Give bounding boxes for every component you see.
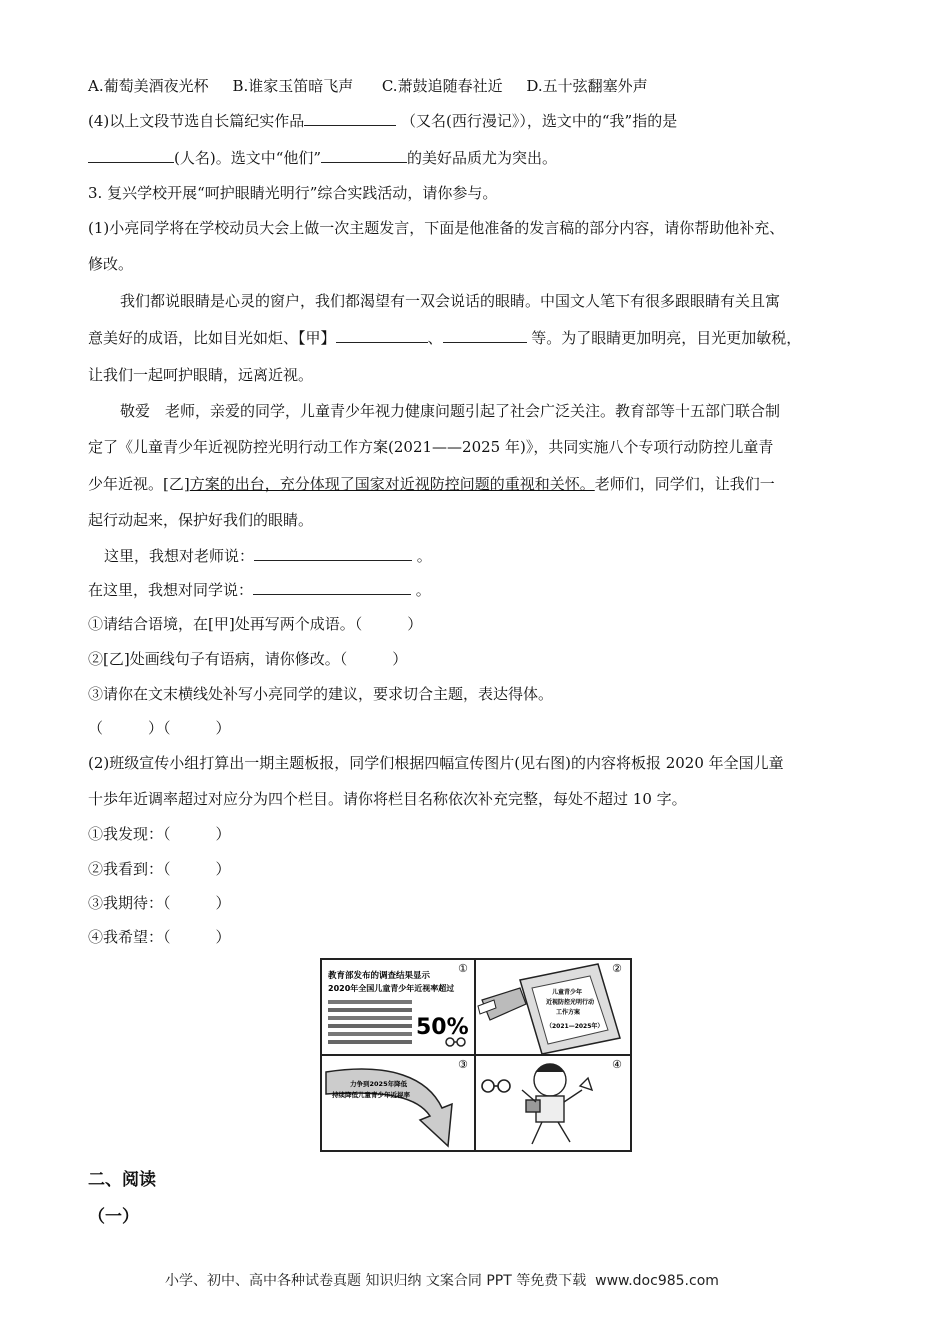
options-line (88, 76, 648, 96)
student-label: 在这里，我想对同学说： (88, 581, 254, 599)
student-blank[interactable] (253, 580, 411, 595)
para2-line3 (88, 474, 775, 494)
q4-text2: （又名(西行漫记》），选文中的“我”指的是 (401, 112, 678, 130)
panel-1-number: ① (458, 962, 468, 975)
student-end: 。 (411, 581, 431, 599)
footer-text: 小学、初中、高中各种试卷真题 知识归纳 文案合同 PPT 等免费下载 (165, 1273, 587, 1289)
q4-blank-quality[interactable] (321, 148, 407, 163)
panel-2-line2: 近视防控光明行动 (546, 999, 595, 1006)
panel-2-line1: 儿童青少年 (552, 989, 583, 996)
q4-text1: (4)以上文段节选自长篇纪实作品 (88, 112, 305, 130)
option-d: D.五十弦翻塞外声 (526, 77, 648, 95)
para2-line1: 敬爱 老师，亲爱的同学，儿童青少年视力健康问题引起了社会广泛关注。教育部等十五部门联合制 (120, 402, 781, 420)
teacher-label: 这里，我想对老师说： (104, 547, 255, 565)
q3-sub2-line1: (2)班级宣传小组打算出一期主题板报，同学们根据四幅宣传图片(见右图)的内容将板报 2020 年全国儿童 (88, 754, 784, 772)
q4-blank-work[interactable] (304, 111, 396, 126)
teacher-line (104, 546, 432, 566)
option-c: C.萧鼓追随春社近 (381, 77, 503, 95)
footer (165, 1271, 719, 1291)
option-a: A.葡萄美酒夜光杯 (88, 77, 209, 95)
para1-separator: 、 (427, 329, 443, 347)
panel-2-number: ② (612, 962, 622, 975)
teacher-end: 。 (412, 547, 432, 565)
jia-blank-1[interactable] (336, 328, 428, 343)
para2-line4: 起行动起来，保护好我们的眼睛。 (88, 511, 314, 529)
student-line (88, 580, 431, 600)
task-1: ①请结合语境，在[甲]处再写两个成语。（ ） (88, 615, 423, 633)
panel-1-line1: 教育部发布的调查结果显示 (328, 971, 431, 981)
panel-3-line2: 持续降低儿童青少年近视率 (332, 1091, 410, 1099)
q4-text4: 的美好品质尤为突出。 (407, 149, 558, 167)
yi-underlined-sentence: 方案的出台，充分体现了国家对近视防控问题的重视和关怀。 (189, 475, 595, 493)
para1-line1: 我们都说眼睛是心灵的窗户，我们都渴望有一双会说话的眼睛。中国文人笔下有很多跟眼睛有关且寓 (120, 292, 781, 310)
item-2: ②我看到：（ ） (88, 860, 231, 878)
para1-line3: 让我们一起呵护眼睛，远离近视。 (88, 366, 314, 384)
section-reading: 二、阅读 (88, 1170, 156, 1190)
para1-line2-tail: 等。为了眼睛更加明亮，目光更加敏税， (526, 329, 802, 347)
panel-3-number: ③ (458, 1058, 468, 1071)
para2-line3-tail: 老师们，同学们，让我们一 (594, 475, 775, 493)
task-3-answer: （ ）（ ） (88, 719, 231, 737)
teacher-blank[interactable] (254, 546, 412, 561)
q3-sub1-line1: (1)小亮同学将在学校动员大会上做一次主题发言，下面是他准备的发言稿的部分内容，请你帮助他补充、 (88, 219, 785, 237)
item-1: ①我发现：（ ） (88, 825, 231, 843)
item-4: ④我希望：（ ） (88, 928, 231, 946)
para1-line2-text: 意美好的成语，比如目光如炬、【甲】 (88, 329, 336, 347)
q3-title: 3. 复兴学校开展“呵护眼睛光明行”综合实践活动，请你参与。 (88, 184, 498, 202)
publicity-figure (320, 958, 632, 1152)
q4-blank-name[interactable] (88, 148, 174, 163)
q4-line1 (88, 111, 677, 131)
panel-1-line2: 2020年全国儿童青少年近视率超过 (328, 984, 455, 993)
option-b: B.谁家玉笛暗飞声 (232, 77, 354, 95)
panel-3-line1: 力争到2025年降低 (350, 1080, 408, 1088)
panel-2-line4: （2021—2025年） (546, 1023, 604, 1030)
para1-line2 (88, 328, 801, 348)
section-part-one: （一） (88, 1207, 139, 1227)
footer-site[interactable]: www.doc985.com (595, 1273, 719, 1289)
panel-4-number: ④ (612, 1058, 622, 1071)
q4-text3: (人名)。选文中“他们” (174, 149, 322, 167)
task-3: ③请你在文末横线处补写小亮同学的建议，要求切合主题，表达得体。 (88, 685, 554, 703)
q3-sub2-line2: 十歩年近调率超过对应分为四个栏目。请你将栏目名称依次补充完整，每处不超过 10 字。 (88, 790, 687, 808)
panel-2-line3: 工作方案 (556, 1009, 581, 1016)
q3-sub1-line2: 修改。 (88, 255, 134, 273)
q4-line2 (88, 148, 557, 168)
task-2: ②[乙]处画线句子有语病，请你修改。（ ） (88, 650, 408, 668)
para2-line2: 定了《儿童青少年近视防控光明行动工作方案(2021——2025 年)》，共同实施八个专项行动防控儿童青 (88, 438, 774, 456)
item-3: ③我期待：（ ） (88, 894, 231, 912)
yi-label: 少年近视。[乙] (88, 475, 190, 493)
panel-1-percent: 50% (416, 1015, 469, 1040)
jia-blank-2[interactable] (443, 328, 527, 343)
